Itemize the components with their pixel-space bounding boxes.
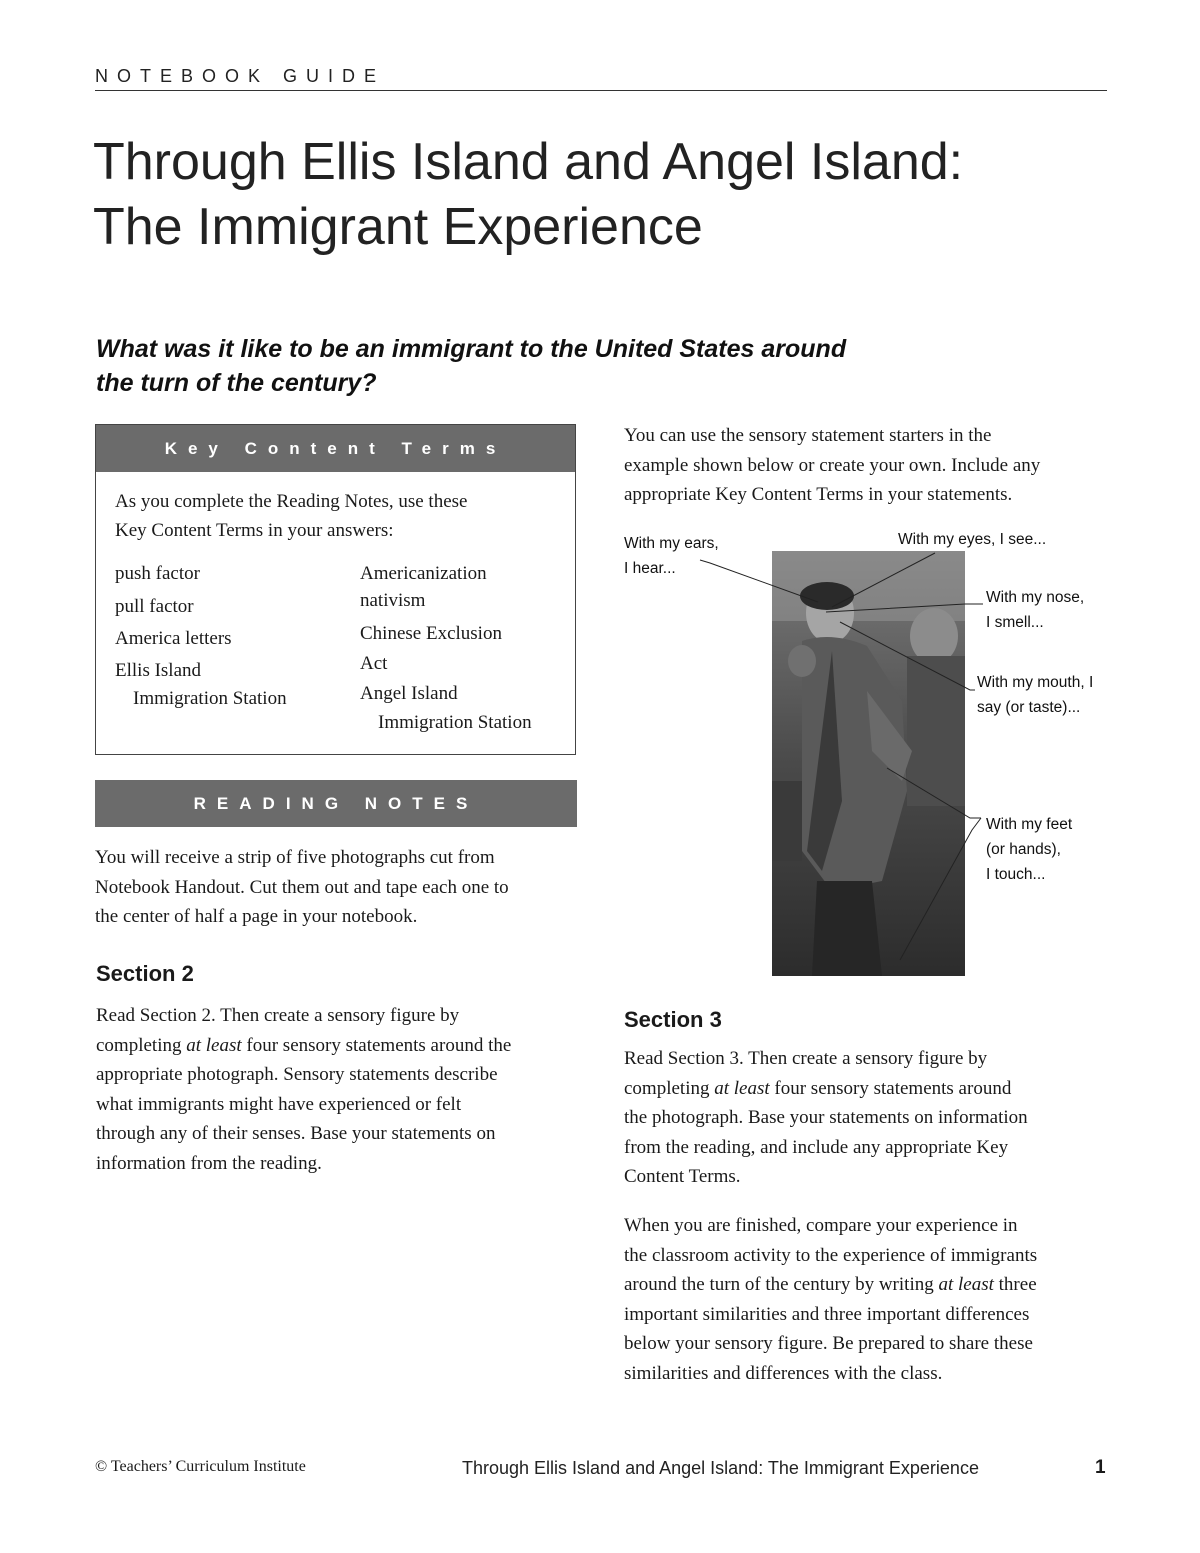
text-run: around the turn of the century by writing	[624, 1274, 939, 1295]
section-2-line: Read Section 2. Then create a sensory figure by	[96, 1005, 460, 1026]
comparison-line	[624, 1270, 1144, 1300]
section-3-line: Read Section 3. Then create a sensory figure by	[624, 1048, 988, 1069]
essential-question	[96, 332, 976, 400]
ears-annotation-line-2: I hear...	[624, 560, 676, 577]
key-content-terms-box	[95, 424, 576, 755]
section-2-line	[96, 1031, 586, 1061]
section-2-heading: Section 2	[96, 961, 194, 986]
comparison-line: important similarities and three important differences	[624, 1303, 1030, 1325]
text-run: completing	[624, 1077, 715, 1099]
term-chinese-exclusion-act: Act	[360, 653, 388, 674]
term-ellis-island: Ellis Island	[115, 660, 202, 681]
term-america-letters: America letters	[115, 628, 232, 649]
mouth-annotation-line-2: say (or taste)...	[977, 699, 1081, 716]
essential-question-line-2: the turn of the century?	[96, 369, 377, 397]
notebook-guide-label: NOTEBOOK GUIDE	[95, 66, 386, 86]
reading-notes-line-1: You will receive a strip of five photographs cut from	[95, 847, 495, 868]
reading-notes-line-3: the center of half a page in your notebook.	[95, 906, 418, 927]
key-content-terms-intro-line-1: As you complete the Reading Notes, use these	[115, 491, 468, 512]
comparison-line: similarities and differences with the class.	[624, 1362, 943, 1384]
section-2-line: appropriate photograph. Sensory statements describe	[96, 1064, 498, 1085]
term-pull-factor: pull factor	[115, 596, 194, 617]
essential-question-line-1: What was it like to be an immigrant to the United States around	[96, 335, 847, 363]
mouth-annotation	[977, 670, 1093, 720]
key-content-terms-intro-line-2: Key Content Terms in your answers:	[115, 520, 394, 541]
ears-annotation	[624, 531, 719, 581]
feet-annotation	[986, 812, 1072, 887]
emphasis-at-least: at least	[938, 1274, 994, 1295]
term-angel-island-station: Immigration Station	[378, 712, 532, 733]
nose-annotation	[986, 585, 1084, 635]
text-run: four sensory statements around	[769, 1077, 1012, 1099]
term-ellis-island-station: Immigration Station	[133, 688, 287, 709]
ears-annotation-line-1: With my ears,	[624, 535, 719, 552]
title-line-1: Through Ellis Island and Angel Island:	[93, 133, 964, 191]
eyes-annotation: With my eyes, I see...	[898, 531, 1047, 548]
nose-annotation-line-1: With my nose,	[986, 589, 1085, 606]
intro-line: appropriate Key Content Terms in your statements.	[624, 484, 1013, 505]
term-push-factor: push factor	[115, 563, 200, 584]
comparison-line: When you are finished, compare your experience in	[624, 1215, 1018, 1236]
reading-notes-instructions	[95, 843, 585, 932]
photo-illustration	[772, 551, 965, 976]
emphasis-at-least: at least	[186, 1034, 242, 1056]
section-3-line: Content Terms.	[624, 1166, 741, 1187]
emphasis-at-least: at least	[714, 1077, 770, 1099]
header-rule	[95, 90, 1107, 91]
reading-notes-heading: READING NOTES	[95, 780, 577, 827]
key-content-terms-intro	[115, 487, 555, 545]
text-run: three	[993, 1274, 1037, 1295]
page-title	[93, 130, 1103, 260]
mouth-annotation-line-1: With my mouth, I	[977, 674, 1094, 691]
term-americanization: Americanization	[360, 563, 487, 584]
comparison-line: below your sensory figure. Be prepared to share these	[624, 1333, 1033, 1354]
key-content-terms-heading: Key Content Terms	[96, 425, 575, 472]
title-line-2: The Immigrant Experience	[93, 198, 703, 256]
sensory-starters-intro	[624, 421, 1124, 510]
section-3-line: from the reading, and include any appropriate Key	[624, 1136, 1009, 1158]
reading-notes-line-2: Notebook Handout. Cut them out and tape each one to	[95, 876, 509, 898]
intro-line: You can use the sensory statement starters in the	[624, 425, 992, 446]
section-3-line	[624, 1074, 1124, 1104]
section-3-comparison-text	[624, 1211, 1144, 1388]
comparison-line: the classroom activity to the experience of immigrants	[624, 1244, 1038, 1266]
feet-annotation-line-3: I touch...	[986, 866, 1046, 883]
section-2-line: what immigrants might have experienced or felt	[96, 1093, 462, 1115]
immigrant-photograph	[772, 551, 965, 976]
running-title: Through Ellis Island and Angel Island: The Immigrant Experience	[462, 1458, 979, 1478]
term-chinese-exclusion: Chinese Exclusion	[360, 623, 502, 644]
feet-annotation-line-1: With my feet	[986, 816, 1073, 833]
term-angel-island: Angel Island	[360, 683, 458, 704]
section-3-line: the photograph. Base your statements on information	[624, 1107, 1028, 1128]
intro-line: example shown below or create your own. Include any	[624, 454, 1041, 476]
page-number: 1	[1095, 1457, 1106, 1478]
section-2-line: through any of their senses. Base your statements on	[96, 1123, 496, 1144]
text-run: completing	[96, 1034, 187, 1056]
nose-annotation-line-2: I smell...	[986, 614, 1044, 631]
term-nativism: nativism	[360, 590, 426, 611]
copyright-notice: © Teachers’ Curriculum Institute	[95, 1458, 306, 1475]
section-2-text	[96, 1001, 586, 1178]
section-2-line: information from the reading.	[96, 1152, 322, 1174]
section-3-heading: Section 3	[624, 1007, 722, 1032]
section-3-text	[624, 1044, 1124, 1192]
text-run: four sensory statements around the	[241, 1034, 512, 1056]
feet-annotation-line-2: (or hands),	[986, 841, 1061, 858]
